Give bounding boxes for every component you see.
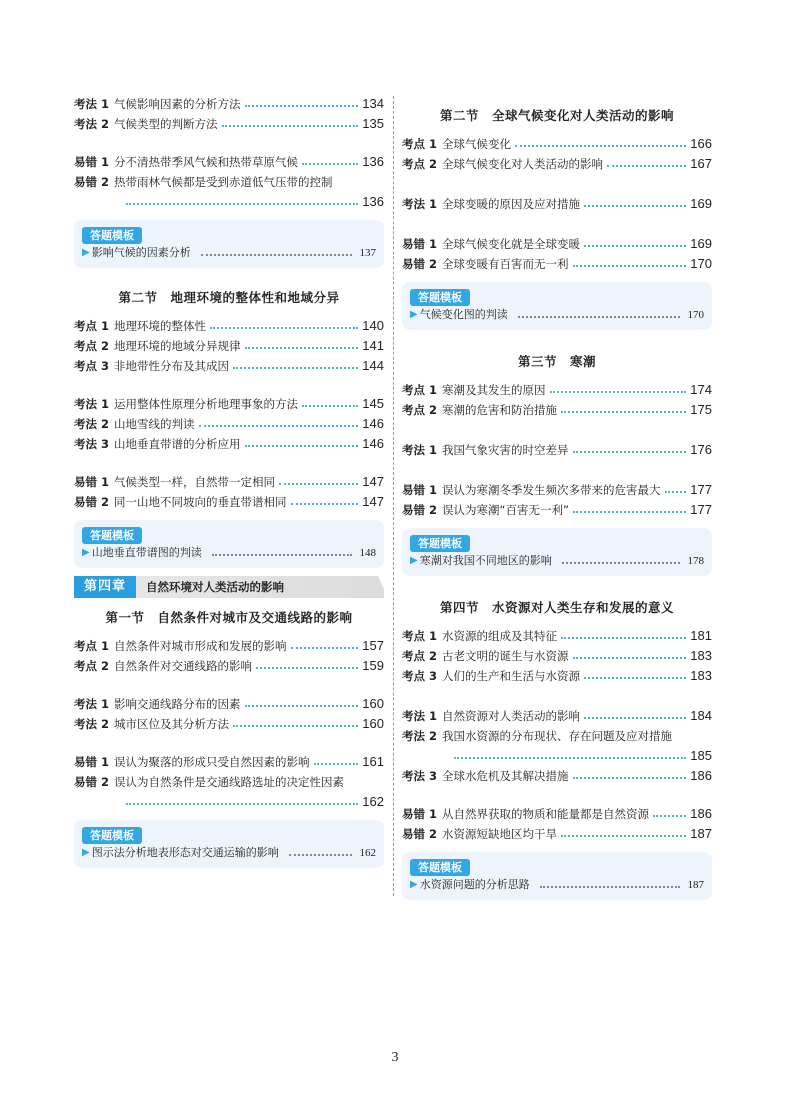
answer-template-box xyxy=(402,282,712,330)
template-title: 影响气候的因素分析 xyxy=(91,246,191,259)
entry-title: 自然条件对城市形成和发展的影响 xyxy=(114,639,287,653)
entry-page: 170 xyxy=(690,256,712,271)
entry-title: 影响交通线路分布的因素 xyxy=(114,697,241,711)
section-title: 第二节 全球气候变化对人类活动的影响 xyxy=(439,108,674,123)
entry-title: 古老文明的诞生与水资源 xyxy=(442,649,569,663)
entry-page: 177 xyxy=(690,502,712,517)
toc-entry[interactable] xyxy=(402,440,712,460)
answer-template-tag: 答题模板 xyxy=(410,859,470,876)
template-title: 山地垂直带谱图的判读 xyxy=(91,546,202,559)
entry-title: 气候类型一样，自然带一定相同 xyxy=(114,475,275,489)
entry-page: 136 xyxy=(362,154,384,169)
toc-entry[interactable] xyxy=(74,472,384,492)
entry-page: 174 xyxy=(690,382,712,397)
entry-title: 从自然界获取的物质和能量都是自然资源 xyxy=(442,807,649,821)
answer-template-tag: 答题模板 xyxy=(410,289,470,306)
toc-entry[interactable] xyxy=(402,154,712,174)
chapter-number: 第四章 xyxy=(74,576,136,598)
entry-page: 159 xyxy=(362,658,384,673)
kaofa-group xyxy=(402,440,712,460)
yicuo-group xyxy=(74,472,384,512)
leader-dots xyxy=(314,763,359,765)
leader-dots xyxy=(454,757,686,759)
template-title: 气候变化图的判读 xyxy=(419,308,508,321)
entry-page: 167 xyxy=(690,156,712,171)
left-column xyxy=(74,94,384,868)
entry-label: 考法 3 xyxy=(402,769,438,783)
toc-entry[interactable] xyxy=(74,772,384,792)
toc-entry[interactable] xyxy=(74,114,384,134)
leader-dots xyxy=(573,265,687,267)
section-title: 第三节 寒潮 xyxy=(517,354,596,369)
toc-entry[interactable] xyxy=(402,400,712,420)
leader-dots xyxy=(126,803,358,805)
leader-dots xyxy=(584,677,686,679)
leader-dots xyxy=(210,327,358,329)
entry-label: 考法 1 xyxy=(402,197,438,211)
template-page: 137 xyxy=(359,247,376,259)
leader-dots xyxy=(584,245,686,247)
kaodian-group xyxy=(74,316,384,376)
entry-page: 146 xyxy=(362,436,384,451)
toc-entry[interactable] xyxy=(402,234,712,254)
top-yicuo-group xyxy=(74,152,384,212)
triangle-bullet-icon: ▶ xyxy=(82,247,90,258)
answer-template-box xyxy=(402,852,712,900)
entry-page: 160 xyxy=(362,696,384,711)
entry-label: 易错 2 xyxy=(402,257,438,271)
entry-page: 147 xyxy=(362,474,384,489)
entry-title: 我国水资源的分布现状、存在问题及应对措施 xyxy=(442,729,672,743)
entry-title: 全球气候变化 xyxy=(442,137,511,151)
leader-dots xyxy=(302,405,358,407)
kaodian-group xyxy=(402,380,712,420)
entry-label: 易错 1 xyxy=(74,155,110,169)
entry-label: 考法 3 xyxy=(74,437,110,451)
answer-template-tag: 答题模板 xyxy=(410,535,470,552)
toc-entry[interactable] xyxy=(74,356,384,376)
toc-entry[interactable] xyxy=(402,134,712,154)
entry-title: 地理环境的整体性 xyxy=(114,319,206,333)
triangle-bullet-icon: ▶ xyxy=(410,555,418,566)
leader-dots xyxy=(291,503,359,505)
entry-title: 地理环境的地域分异规律 xyxy=(114,339,241,353)
entry-label: 易错 2 xyxy=(402,827,438,841)
leader-dots xyxy=(245,705,359,707)
entry-title: 全球变暖的原因及应对措施 xyxy=(442,197,580,211)
leader-dots xyxy=(561,637,686,639)
leader-dots xyxy=(201,254,352,256)
kaofa-group xyxy=(74,694,384,734)
toc-entry[interactable] xyxy=(402,824,712,844)
template-entry[interactable] xyxy=(82,844,376,862)
entry-title: 自然资源对人类活动的影响 xyxy=(442,709,580,723)
entry-label: 考法 2 xyxy=(74,717,110,731)
leader-dots xyxy=(245,445,359,447)
section-title: 第四节 水资源对人类生存和发展的意义 xyxy=(439,600,674,615)
entry-title: 非地带性分布及其成因 xyxy=(114,359,229,373)
toc-entry-continuation[interactable] xyxy=(74,792,384,812)
kaodian-group xyxy=(74,636,384,676)
leader-dots xyxy=(561,835,686,837)
yicuo-group xyxy=(402,804,712,844)
entry-page: 136 xyxy=(362,194,384,209)
entry-label: 考法 1 xyxy=(402,443,438,457)
answer-template-box xyxy=(74,820,384,868)
answer-template-tag: 答题模板 xyxy=(82,827,142,844)
entry-page: 145 xyxy=(362,396,384,411)
entry-label: 考点 1 xyxy=(402,137,438,151)
toc-entry[interactable] xyxy=(74,316,384,336)
template-title: 图示法分析地表形态对交通运输的影响 xyxy=(91,846,279,859)
leader-dots xyxy=(279,483,358,485)
chapter-header xyxy=(74,576,384,598)
toc-entry[interactable] xyxy=(74,492,384,512)
entry-page: 185 xyxy=(690,748,712,763)
entry-page: 186 xyxy=(690,806,712,821)
leader-dots xyxy=(561,411,686,413)
entry-title: 全球水危机及其解决措施 xyxy=(442,769,569,783)
leader-dots xyxy=(245,347,359,349)
entry-title: 人们的生产和生活与水资源 xyxy=(442,669,580,683)
entry-label: 考法 1 xyxy=(74,697,110,711)
entry-title: 误认为自然条件是交通线路选址的决定性因素 xyxy=(114,775,344,789)
entry-page: 181 xyxy=(690,628,712,643)
entry-label: 考点 1 xyxy=(74,639,110,653)
entry-page: 169 xyxy=(690,236,712,251)
entry-page: 175 xyxy=(690,402,712,417)
template-entry[interactable] xyxy=(410,306,704,324)
page-number: 3 xyxy=(391,1050,399,1065)
entry-title: 水资源的组成及其特征 xyxy=(442,629,557,643)
entry-label: 考点 1 xyxy=(402,629,438,643)
entry-label: 考点 1 xyxy=(402,383,438,397)
entry-title: 运用整体性原理分析地理事象的方法 xyxy=(114,397,298,411)
leader-dots xyxy=(540,886,680,888)
toc-entry[interactable] xyxy=(402,380,712,400)
toc-entry[interactable] xyxy=(402,254,712,274)
section-title: 第二节 地理环境的整体性和地域分异 xyxy=(118,290,340,305)
entry-title: 城市区位及其分析方法 xyxy=(114,717,229,731)
template-page: 187 xyxy=(687,879,704,891)
template-title: 寒潮对我国不同地区的影响 xyxy=(419,554,552,567)
right-column xyxy=(402,104,712,900)
leader-dots xyxy=(573,511,686,513)
entry-label: 考点 1 xyxy=(74,319,110,333)
leader-dots xyxy=(518,316,680,318)
entry-label: 考法 2 xyxy=(74,417,110,431)
toc-entry[interactable] xyxy=(402,480,712,500)
entry-title: 热带雨林气候都是受到赤道低气压带的控制 xyxy=(114,175,333,189)
toc-entry[interactable] xyxy=(74,152,384,172)
leader-dots xyxy=(233,367,358,369)
triangle-bullet-icon: ▶ xyxy=(82,847,90,858)
toc-entry[interactable] xyxy=(402,726,712,746)
triangle-bullet-icon: ▶ xyxy=(410,879,418,890)
entry-title: 误认为寒潮“百害无一利” xyxy=(442,503,569,517)
entry-page: 162 xyxy=(362,794,384,809)
entry-label: 考法 2 xyxy=(402,729,438,743)
leader-dots xyxy=(573,657,687,659)
entry-page: 135 xyxy=(362,116,384,131)
toc-entry[interactable] xyxy=(74,172,384,192)
entry-page: 186 xyxy=(690,768,712,783)
entry-label: 考法 1 xyxy=(74,397,110,411)
entry-page: 177 xyxy=(690,482,712,497)
toc-entry[interactable] xyxy=(74,336,384,356)
answer-template-box xyxy=(402,528,712,576)
toc-entry[interactable] xyxy=(402,646,712,666)
entry-page: 183 xyxy=(690,648,712,663)
entry-title: 自然条件对交通线路的影响 xyxy=(114,659,252,673)
toc-entry-continuation[interactable] xyxy=(74,192,384,212)
section-title: 第一节 自然条件对城市及交通线路的影响 xyxy=(105,610,353,625)
template-entry[interactable] xyxy=(410,552,704,570)
answer-template-box xyxy=(74,220,384,268)
template-entry[interactable] xyxy=(82,244,376,262)
entry-page: 160 xyxy=(362,716,384,731)
entry-label: 易错 2 xyxy=(74,495,110,509)
toc-entry[interactable] xyxy=(74,414,384,434)
template-page: 162 xyxy=(359,847,376,859)
template-page: 178 xyxy=(687,555,704,567)
entry-label: 易错 1 xyxy=(402,483,438,497)
entry-title: 气候影响因素的分析方法 xyxy=(114,97,241,111)
leader-dots xyxy=(212,554,352,556)
leader-dots xyxy=(515,145,686,147)
entry-page: 183 xyxy=(690,668,712,683)
entry-page: 187 xyxy=(690,826,712,841)
entry-page: 141 xyxy=(362,338,384,353)
leader-dots xyxy=(256,667,358,669)
entry-title: 同一山地不同坡向的垂直带谱相同 xyxy=(114,495,287,509)
toc-entry[interactable] xyxy=(402,194,712,214)
entry-page: 147 xyxy=(362,494,384,509)
entry-label: 考法 2 xyxy=(74,117,110,131)
leader-dots xyxy=(302,163,358,165)
entry-title: 山地雪线的判读 xyxy=(114,417,195,431)
leader-dots xyxy=(573,777,687,779)
toc-entry[interactable] xyxy=(402,626,712,646)
toc-entry[interactable] xyxy=(74,94,384,114)
entry-page: 184 xyxy=(690,708,712,723)
entry-label: 考法 1 xyxy=(74,97,110,111)
entry-title: 寒潮及其发生的原因 xyxy=(442,383,546,397)
leader-dots xyxy=(573,451,687,453)
entry-page: 157 xyxy=(362,638,384,653)
toc-entry-continuation[interactable] xyxy=(402,746,712,766)
kaodian-group xyxy=(402,626,712,686)
toc-entry[interactable] xyxy=(402,804,712,824)
entry-page: 140 xyxy=(362,318,384,333)
entry-title: 全球变暖有百害而无一利 xyxy=(442,257,569,271)
toc-entry[interactable] xyxy=(402,766,712,786)
leader-dots xyxy=(245,105,359,107)
entry-title: 水资源短缺地区均干旱 xyxy=(442,827,557,841)
yicuo-group xyxy=(402,480,712,520)
column-divider xyxy=(393,96,394,896)
entry-page: 176 xyxy=(690,442,712,457)
answer-template-tag: 答题模板 xyxy=(82,227,142,244)
toc-entry[interactable] xyxy=(74,752,384,772)
leader-dots xyxy=(291,647,359,649)
template-title: 水资源问题的分析思路 xyxy=(419,878,530,891)
entry-title: 误认为聚落的形成只受自然因素的影响 xyxy=(114,755,310,769)
toc-entry[interactable] xyxy=(74,636,384,656)
leader-dots xyxy=(233,725,358,727)
entry-page: 166 xyxy=(690,136,712,151)
toc-entry[interactable] xyxy=(402,500,712,520)
entry-label: 易错 2 xyxy=(402,503,438,517)
entry-label: 易错 2 xyxy=(74,775,110,789)
entry-label: 考点 2 xyxy=(74,659,110,673)
entry-page: 144 xyxy=(362,358,384,373)
entry-label: 考法 1 xyxy=(402,709,438,723)
leader-dots xyxy=(289,854,352,856)
toc-entry[interactable] xyxy=(402,666,712,686)
entry-title: 分不清热带季风气候和热带草原气候 xyxy=(114,155,298,169)
toc-entry[interactable] xyxy=(74,656,384,676)
leader-dots xyxy=(199,425,359,427)
toc-entry[interactable] xyxy=(74,434,384,454)
toc-entry[interactable] xyxy=(74,394,384,414)
entry-label: 考点 3 xyxy=(402,669,438,683)
triangle-bullet-icon: ▶ xyxy=(410,309,418,320)
entry-label: 考点 2 xyxy=(74,339,110,353)
entry-title: 全球气候变化就是全球变暖 xyxy=(442,237,580,251)
entry-label: 易错 1 xyxy=(402,237,438,251)
entry-label: 易错 1 xyxy=(74,755,110,769)
entry-page: 169 xyxy=(690,196,712,211)
template-entry[interactable] xyxy=(82,544,376,562)
entry-label: 考点 3 xyxy=(74,359,110,373)
yicuo-group xyxy=(402,234,712,274)
leader-dots xyxy=(562,562,680,564)
entry-page: 134 xyxy=(362,96,384,111)
kaofa-group xyxy=(74,394,384,454)
entry-page: 146 xyxy=(362,416,384,431)
answer-template-tag: 答题模板 xyxy=(82,527,142,544)
entry-title: 全球气候变化对人类活动的影响 xyxy=(442,157,603,171)
template-page: 170 xyxy=(687,309,704,321)
entry-title: 山地垂直带谱的分析应用 xyxy=(114,437,241,451)
answer-template-box xyxy=(74,520,384,568)
entry-title: 误认为寒潮冬季发生频次多带来的危害最大 xyxy=(442,483,661,497)
leader-dots xyxy=(584,717,686,719)
kaofa-group xyxy=(402,706,712,786)
leader-dots xyxy=(222,125,359,127)
entry-label: 考点 2 xyxy=(402,403,438,417)
entry-label: 易错 1 xyxy=(402,807,438,821)
top-kaofa-group xyxy=(74,94,384,134)
entry-label: 易错 1 xyxy=(74,475,110,489)
entry-title: 寒潮的危害和防治措施 xyxy=(442,403,557,417)
entry-label: 易错 2 xyxy=(74,175,110,189)
toc-entry[interactable] xyxy=(74,714,384,734)
leader-dots xyxy=(665,491,687,493)
toc-entry[interactable] xyxy=(402,706,712,726)
kaofa-group xyxy=(402,194,712,214)
leader-dots xyxy=(126,203,358,205)
kaodian-group xyxy=(402,134,712,174)
yicuo-group xyxy=(74,752,384,812)
entry-title: 气候类型的判断方法 xyxy=(114,117,218,131)
leader-dots xyxy=(607,165,686,167)
leader-dots xyxy=(584,205,686,207)
leader-dots xyxy=(550,391,687,393)
entry-page: 161 xyxy=(362,754,384,769)
template-page: 148 xyxy=(359,547,376,559)
toc-entry[interactable] xyxy=(74,694,384,714)
chapter-title: 自然环境对人类活动的影响 xyxy=(146,580,285,594)
entry-label: 考点 2 xyxy=(402,157,438,171)
template-entry[interactable] xyxy=(410,876,704,894)
leader-dots xyxy=(653,815,686,817)
triangle-bullet-icon: ▶ xyxy=(82,547,90,558)
entry-label: 考点 2 xyxy=(402,649,438,663)
entry-title: 我国气象灾害的时空差异 xyxy=(442,443,569,457)
